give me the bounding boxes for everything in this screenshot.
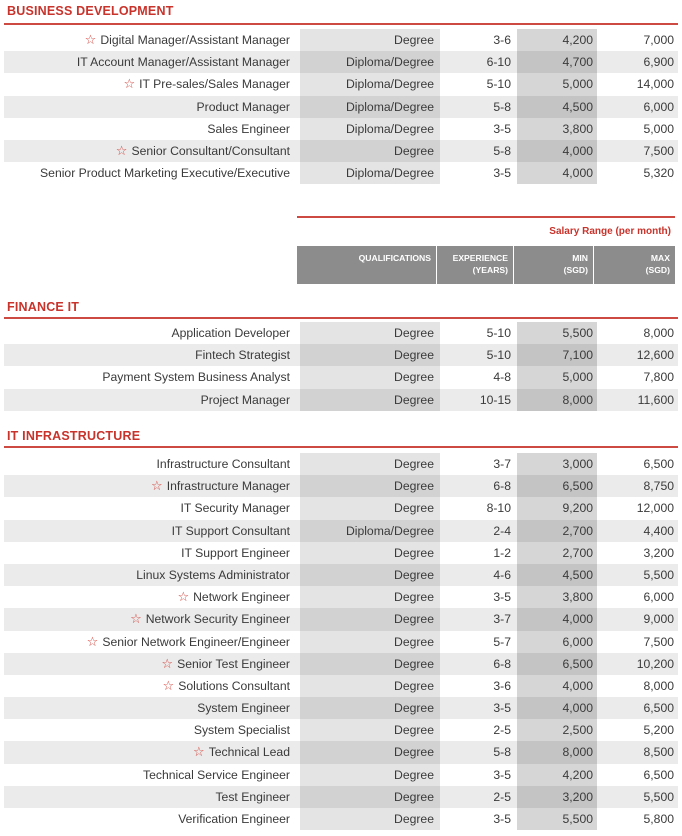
min-salary-cell: 2,500 [517, 719, 597, 741]
star-icon: ☆ [130, 611, 142, 627]
role-title: Linux Systems Administrator [136, 567, 290, 582]
qualification-cell: Degree [300, 741, 440, 763]
qualification-cell: Diploma/Degree [300, 73, 440, 95]
table-row [4, 608, 678, 630]
role-cell [4, 96, 300, 118]
role-title: Senior Product Marketing Executive/Executive [40, 166, 290, 181]
min-salary-cell: 3,800 [517, 586, 597, 608]
qualification-cell: Degree [300, 366, 440, 388]
table-row [4, 51, 678, 73]
experience-cell: 3-5 [440, 162, 517, 184]
role-cell [4, 51, 300, 73]
qualification-cell: Degree [300, 564, 440, 586]
star-icon: ☆ [151, 478, 163, 494]
role-cell [4, 140, 300, 162]
role-cell [4, 344, 300, 366]
role-title: Sales Engineer [207, 121, 290, 136]
max-salary-cell: 3,200 [597, 542, 678, 564]
header-divider [297, 216, 675, 218]
max-salary-cell: 5,800 [597, 808, 678, 830]
star-icon: ☆ [177, 589, 190, 605]
header-max: MAX (SGD) [645, 253, 670, 275]
role-cell [4, 520, 300, 542]
role-title: Solutions Consultant [178, 678, 290, 693]
role-cell [4, 719, 300, 741]
experience-cell: 5-10 [440, 344, 517, 366]
max-salary-cell: 6,900 [597, 51, 678, 73]
role-title: Senior Test Engineer [177, 656, 290, 671]
experience-cell: 6-8 [440, 475, 517, 497]
table-finance-it [4, 322, 678, 411]
table-row [4, 786, 678, 808]
experience-cell: 6-10 [440, 51, 517, 73]
table-row [4, 675, 678, 697]
max-salary-cell: 8,500 [597, 741, 678, 763]
role-title: Technical Lead [208, 745, 290, 760]
qualification-cell: Degree [300, 608, 440, 630]
star-icon: ☆ [84, 32, 97, 47]
column-header [297, 246, 675, 284]
role-cell [4, 542, 300, 564]
qualification-cell: Degree [300, 586, 440, 608]
role-cell [4, 366, 300, 388]
experience-cell: 4-8 [440, 366, 517, 388]
experience-cell: 3-5 [440, 118, 517, 140]
role-title: Senior Network Engineer/Engineer [102, 634, 290, 649]
min-salary-cell: 4,200 [517, 764, 597, 786]
max-salary-cell: 8,000 [597, 675, 678, 697]
experience-cell: 3-5 [440, 764, 517, 786]
role-title: Payment System Business Analyst [102, 370, 290, 385]
table-row [4, 741, 678, 763]
experience-cell: 3-5 [440, 808, 517, 830]
experience-cell: 3-5 [440, 586, 517, 608]
table-row [4, 586, 678, 608]
max-salary-cell: 8,000 [597, 322, 678, 344]
table-row [4, 162, 678, 184]
table-row [4, 653, 678, 675]
experience-cell: 3-7 [440, 453, 517, 475]
experience-cell: 4-6 [440, 564, 517, 586]
role-title: IT Pre-sales/Sales Manager [139, 77, 290, 92]
table-row [4, 719, 678, 741]
qualification-cell: Degree [300, 497, 440, 519]
section-divider [4, 446, 678, 448]
qualification-cell: Degree [300, 786, 440, 808]
section-title-finance-it: FINANCE IT [7, 300, 80, 314]
role-cell [4, 697, 300, 719]
experience-cell: 1-2 [440, 542, 517, 564]
min-salary-cell: 6,500 [517, 475, 597, 497]
role-title: IT Support Consultant [171, 523, 290, 538]
experience-cell: 5-10 [440, 73, 517, 95]
min-salary-cell: 4,000 [517, 697, 597, 719]
experience-cell: 5-8 [440, 741, 517, 763]
role-title: Test Engineer [215, 789, 290, 804]
role-title: Verification Engineer [178, 812, 290, 826]
min-salary-cell: 3,200 [517, 786, 597, 808]
qualification-cell: Degree [300, 453, 440, 475]
min-salary-cell: 8,000 [517, 389, 597, 411]
table-row [4, 344, 678, 366]
experience-cell: 5-8 [440, 96, 517, 118]
min-salary-cell: 4,000 [517, 608, 597, 630]
salary-range-label: Salary Range (per month) [549, 226, 671, 237]
role-cell [4, 741, 300, 763]
min-salary-cell: 4,500 [517, 96, 597, 118]
role-cell [4, 786, 300, 808]
qualification-cell: Diploma/Degree [300, 162, 440, 184]
role-title: IT Security Manager [180, 501, 290, 516]
role-title: Infrastructure Consultant [156, 457, 290, 471]
qualification-cell: Diploma/Degree [300, 520, 440, 542]
role-title: Product Manager [196, 99, 290, 114]
qualification-cell: Degree [300, 475, 440, 497]
table-row [4, 697, 678, 719]
experience-cell: 3-7 [440, 608, 517, 630]
max-salary-cell: 7,500 [597, 140, 678, 162]
qualification-cell: Degree [300, 344, 440, 366]
table-row [4, 322, 678, 344]
role-cell [4, 475, 300, 497]
qualification-cell: Degree [300, 542, 440, 564]
table-row [4, 366, 678, 388]
table-row [4, 475, 678, 497]
qualification-cell: Degree [300, 764, 440, 786]
table-row [4, 96, 678, 118]
role-cell [4, 322, 300, 344]
qualification-cell: Diploma/Degree [300, 96, 440, 118]
experience-cell: 8-10 [440, 497, 517, 519]
table-business-development [4, 29, 678, 184]
experience-cell: 3-6 [440, 675, 517, 697]
max-salary-cell: 5,200 [597, 719, 678, 741]
role-title: IT Account Manager/Assistant Manager [76, 55, 290, 70]
role-title: System Specialist [193, 723, 290, 738]
role-cell [4, 497, 300, 519]
min-salary-cell: 4,000 [517, 140, 597, 162]
role-cell [4, 73, 300, 95]
max-salary-cell: 12,000 [597, 497, 678, 519]
min-salary-cell: 5,500 [517, 322, 597, 344]
min-salary-cell: 9,200 [517, 497, 597, 519]
qualification-cell: Degree [300, 140, 440, 162]
role-cell [4, 162, 300, 184]
max-salary-cell: 6,000 [597, 586, 678, 608]
max-salary-cell: 6,500 [597, 697, 678, 719]
table-row [4, 520, 678, 542]
role-title: Senior Consultant/Consultant [131, 143, 290, 158]
table-row [4, 764, 678, 786]
table-row [4, 808, 678, 830]
role-title: Digital Manager/Assistant Manager [100, 33, 290, 47]
min-salary-cell: 2,700 [517, 542, 597, 564]
qualification-cell: Degree [300, 322, 440, 344]
max-salary-cell: 5,000 [597, 118, 678, 140]
section-title-it-infrastructure: IT INFRASTRUCTURE [7, 429, 141, 443]
max-salary-cell: 11,600 [597, 389, 678, 411]
role-cell [4, 453, 300, 475]
qualification-cell: Degree [300, 697, 440, 719]
max-salary-cell: 9,000 [597, 608, 678, 630]
role-cell [4, 675, 300, 697]
role-cell [4, 608, 300, 630]
qualification-cell: Degree [300, 808, 440, 830]
star-icon: ☆ [161, 655, 174, 671]
role-cell [4, 564, 300, 586]
role-cell [4, 808, 300, 830]
max-salary-cell: 12,600 [597, 344, 678, 366]
min-salary-cell: 3,000 [517, 453, 597, 475]
qualification-cell: Degree [300, 29, 440, 51]
min-salary-cell: 4,500 [517, 564, 597, 586]
role-title: Fintech Strategist [195, 348, 290, 363]
role-cell [4, 764, 300, 786]
role-title: Network Security Engineer [145, 612, 290, 627]
star-icon: ☆ [86, 633, 99, 649]
qualification-cell: Degree [300, 631, 440, 653]
min-salary-cell: 4,200 [517, 29, 597, 51]
role-title: Technical Service Engineer [142, 767, 290, 782]
star-icon: ☆ [162, 677, 175, 693]
role-cell [4, 29, 300, 51]
header-min: MIN (SGD) [514, 246, 594, 284]
star-icon: ☆ [115, 142, 128, 158]
table-row [4, 542, 678, 564]
max-salary-cell: 7,800 [597, 366, 678, 388]
experience-cell: 3-6 [440, 29, 517, 51]
role-cell [4, 631, 300, 653]
role-cell [4, 586, 300, 608]
role-title: System Engineer [197, 701, 290, 716]
table-row [4, 631, 678, 653]
experience-cell: 10-15 [440, 389, 517, 411]
role-cell [4, 389, 300, 411]
experience-cell: 5-8 [440, 140, 517, 162]
max-salary-cell: 8,750 [597, 475, 678, 497]
experience-cell: 6-8 [440, 653, 517, 675]
role-cell [4, 653, 300, 675]
min-salary-cell: 8,000 [517, 741, 597, 763]
table-row [4, 497, 678, 519]
max-salary-cell: 6,000 [597, 96, 678, 118]
table-row [4, 29, 678, 51]
experience-cell: 3-5 [440, 697, 517, 719]
header-experience: EXPERIENCE (YEARS) [437, 246, 514, 284]
min-salary-cell: 6,500 [517, 653, 597, 675]
qualification-cell: Degree [300, 719, 440, 741]
max-salary-cell: 6,500 [597, 453, 678, 475]
max-salary-cell: 5,500 [597, 564, 678, 586]
min-salary-cell: 5,000 [517, 73, 597, 95]
experience-cell: 2-4 [440, 520, 517, 542]
min-salary-cell: 4,000 [517, 162, 597, 184]
min-salary-cell: 4,700 [517, 51, 597, 73]
table-row [4, 453, 678, 475]
experience-cell: 5-10 [440, 322, 517, 344]
star-icon: ☆ [193, 744, 205, 760]
table-row [4, 73, 678, 95]
role-title: Network Engineer [193, 590, 290, 605]
table-row [4, 140, 678, 162]
experience-cell: 5-7 [440, 631, 517, 653]
role-title: Infrastructure Manager [166, 479, 290, 494]
qualification-cell: Degree [300, 389, 440, 411]
max-salary-cell: 4,400 [597, 520, 678, 542]
min-salary-cell: 5,500 [517, 808, 597, 830]
max-salary-cell: 5,500 [597, 786, 678, 808]
table-row [4, 118, 678, 140]
qualification-cell: Diploma/Degree [300, 118, 440, 140]
min-salary-cell: 3,800 [517, 118, 597, 140]
role-title: Application Developer [171, 326, 290, 340]
section-divider [4, 23, 678, 25]
qualification-cell: Degree [300, 675, 440, 697]
experience-cell: 2-5 [440, 786, 517, 808]
section-title-business-development: BUSINESS DEVELOPMENT [7, 4, 174, 18]
max-salary-cell: 7,000 [597, 29, 678, 51]
max-salary-cell: 5,320 [597, 162, 678, 184]
qualification-cell: Diploma/Degree [300, 51, 440, 73]
header-qualifications: QUALIFICATIONS [297, 246, 437, 284]
table-row [4, 564, 678, 586]
qualification-cell: Degree [300, 653, 440, 675]
role-title: Project Manager [200, 392, 290, 407]
min-salary-cell: 4,000 [517, 675, 597, 697]
max-salary-cell: 7,500 [597, 631, 678, 653]
min-salary-cell: 7,100 [517, 344, 597, 366]
section-divider [4, 317, 678, 319]
max-salary-cell: 14,000 [597, 73, 678, 95]
table-row [4, 389, 678, 411]
min-salary-cell: 2,700 [517, 520, 597, 542]
max-salary-cell: 10,200 [597, 653, 678, 675]
experience-cell: 2-5 [440, 719, 517, 741]
role-title: IT Support Engineer [181, 545, 290, 560]
table-it-infrastructure [4, 453, 678, 830]
role-cell [4, 118, 300, 140]
star-icon: ☆ [123, 76, 136, 92]
min-salary-cell: 6,000 [517, 631, 597, 653]
min-salary-cell: 5,000 [517, 366, 597, 388]
max-salary-cell: 6,500 [597, 764, 678, 786]
